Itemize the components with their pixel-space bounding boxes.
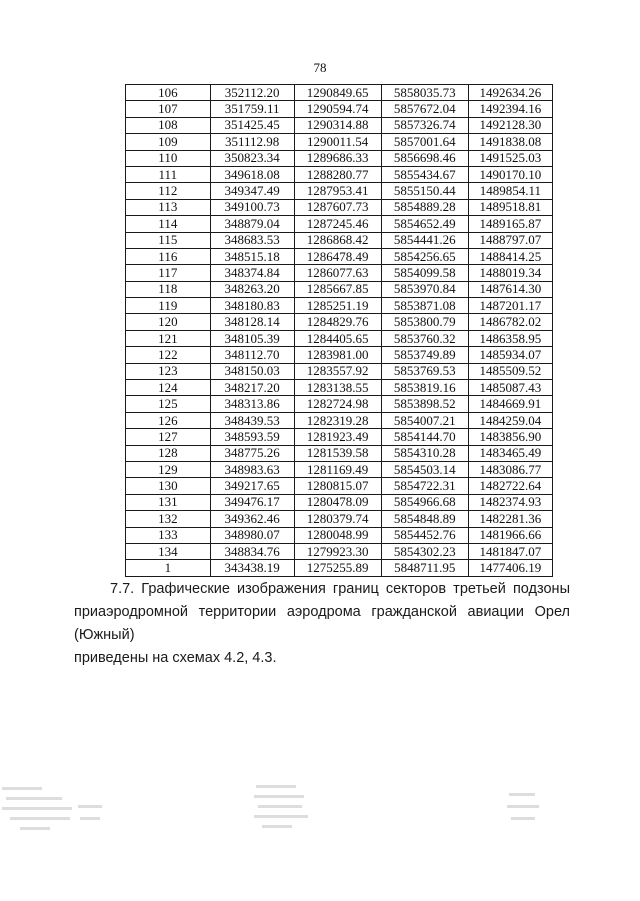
coordinate-cell: 348128.14: [210, 314, 294, 330]
coordinate-cell: 349100.73: [210, 199, 294, 215]
coordinate-cell: 348593.59: [210, 429, 294, 445]
coordinate-cell: 5854441.26: [381, 232, 468, 248]
point-number-cell: 109: [126, 134, 211, 150]
faint-stamp-middle: [252, 775, 312, 835]
coordinate-cell: 348983.63: [210, 461, 294, 477]
coordinate-cell: 1284829.76: [294, 314, 381, 330]
coordinate-cell: 351759.11: [210, 101, 294, 117]
coordinate-cell: 1281169.49: [294, 461, 381, 477]
coordinate-cell: 1487201.17: [468, 298, 552, 314]
table-row: [126, 396, 553, 412]
table-row: [126, 511, 553, 527]
coordinate-cell: 1492394.16: [468, 101, 552, 117]
coordinate-cell: 1288280.77: [294, 166, 381, 182]
point-number-cell: 126: [126, 412, 211, 428]
point-number-cell: 115: [126, 232, 211, 248]
coordinates-table: [125, 84, 553, 577]
coordinate-cell: 5853898.52: [381, 396, 468, 412]
point-number-cell: 134: [126, 543, 211, 559]
table-row: [126, 265, 553, 281]
coordinates-table-body: [126, 85, 553, 577]
coordinate-cell: 349362.46: [210, 511, 294, 527]
coordinate-cell: 350823.34: [210, 150, 294, 166]
coordinate-cell: 348374.84: [210, 265, 294, 281]
point-number-cell: 125: [126, 396, 211, 412]
coordinate-cell: 1289686.33: [294, 150, 381, 166]
coordinate-cell: 1484259.04: [468, 412, 552, 428]
point-number-cell: 106: [126, 85, 211, 101]
coordinate-cell: 1290011.54: [294, 134, 381, 150]
coordinate-cell: 1482374.93: [468, 494, 552, 510]
coordinate-cell: 1290849.65: [294, 85, 381, 101]
coordinate-cell: 5853871.08: [381, 298, 468, 314]
coordinate-cell: 5853970.84: [381, 281, 468, 297]
coordinate-cell: 348263.20: [210, 281, 294, 297]
table-row: [126, 363, 553, 379]
coordinate-cell: 1283981.00: [294, 347, 381, 363]
coordinate-cell: 348217.20: [210, 380, 294, 396]
table-row: [126, 298, 553, 314]
coordinate-cell: 1492128.30: [468, 117, 552, 133]
paragraph-line-1: 7.7. Графические изображения границ секторов третьей подзоны: [110, 581, 570, 597]
point-number-cell: 116: [126, 248, 211, 264]
point-number-cell: 120: [126, 314, 211, 330]
coordinate-cell: 351425.45: [210, 117, 294, 133]
coordinate-cell: 5854310.28: [381, 445, 468, 461]
coordinate-cell: 1487614.30: [468, 281, 552, 297]
coordinate-cell: 1290594.74: [294, 101, 381, 117]
coordinate-cell: 1491838.08: [468, 134, 552, 150]
coordinate-cell: 1482722.64: [468, 478, 552, 494]
coordinate-cell: 1482281.36: [468, 511, 552, 527]
coordinate-cell: 1488414.25: [468, 248, 552, 264]
coordinate-cell: 349217.65: [210, 478, 294, 494]
point-number-cell: 112: [126, 183, 211, 199]
point-number-cell: 114: [126, 216, 211, 232]
coordinate-cell: 348980.07: [210, 527, 294, 543]
coordinate-cell: 5854302.23: [381, 543, 468, 559]
point-number-cell: 123: [126, 363, 211, 379]
coordinate-cell: 1287245.46: [294, 216, 381, 232]
section-7-7-paragraph: [74, 578, 570, 670]
coordinate-cell: 1483086.77: [468, 461, 552, 477]
table-row: [126, 150, 553, 166]
table-row: [126, 445, 553, 461]
coordinate-cell: 1283138.55: [294, 380, 381, 396]
point-number-cell: 110: [126, 150, 211, 166]
coordinate-cell: 1280379.74: [294, 511, 381, 527]
coordinate-cell: 5853760.32: [381, 330, 468, 346]
table-row: [126, 281, 553, 297]
point-number-cell: 118: [126, 281, 211, 297]
coordinate-cell: 348683.53: [210, 232, 294, 248]
coordinate-cell: 5855150.44: [381, 183, 468, 199]
coordinate-cell: 1483465.49: [468, 445, 552, 461]
table-row: [126, 166, 553, 182]
coordinate-cell: 1483856.90: [468, 429, 552, 445]
coordinate-cell: 1491525.03: [468, 150, 552, 166]
point-number-cell: 121: [126, 330, 211, 346]
coordinate-cell: 1286077.63: [294, 265, 381, 281]
coordinate-cell: 1489854.11: [468, 183, 552, 199]
coordinate-cell: 1477406.19: [468, 560, 552, 576]
coordinate-cell: 1281923.49: [294, 429, 381, 445]
coordinate-cell: 5848711.95: [381, 560, 468, 576]
point-number-cell: 1: [126, 560, 211, 576]
coordinate-cell: 1285667.85: [294, 281, 381, 297]
coordinate-cell: 348879.04: [210, 216, 294, 232]
coordinate-cell: 1481966.66: [468, 527, 552, 543]
point-number-cell: 128: [126, 445, 211, 461]
coordinate-cell: 5854889.28: [381, 199, 468, 215]
coordinate-cell: 5853819.16: [381, 380, 468, 396]
coordinate-cell: 1485509.52: [468, 363, 552, 379]
coordinate-cell: 1275255.89: [294, 560, 381, 576]
table-row: [126, 232, 553, 248]
coordinate-cell: 1490170.10: [468, 166, 552, 182]
table-row: [126, 101, 553, 117]
coordinate-cell: 1285251.19: [294, 298, 381, 314]
table-row: [126, 134, 553, 150]
table-row: [126, 183, 553, 199]
coordinate-cell: 5858035.73: [381, 85, 468, 101]
point-number-cell: 107: [126, 101, 211, 117]
coordinate-cell: 1281539.58: [294, 445, 381, 461]
point-number-cell: 133: [126, 527, 211, 543]
coordinate-cell: 5857001.64: [381, 134, 468, 150]
paragraph-line-2: приаэродромной территории аэродрома гражданской авиации Орел (Южный): [74, 604, 570, 643]
coordinate-cell: 5854722.31: [381, 478, 468, 494]
coordinate-cell: 348112.70: [210, 347, 294, 363]
coordinate-cell: 348180.83: [210, 298, 294, 314]
coordinate-cell: 1280048.99: [294, 527, 381, 543]
table-row: [126, 248, 553, 264]
paragraph-line-3: приведены на схемах 4.2, 4.3.: [74, 650, 277, 666]
coordinate-cell: 5857326.74: [381, 117, 468, 133]
coordinate-cell: 1279923.30: [294, 543, 381, 559]
coordinate-cell: 349476.17: [210, 494, 294, 510]
coordinate-cell: 5854452.76: [381, 527, 468, 543]
coordinate-cell: 1485087.43: [468, 380, 552, 396]
point-number-cell: 132: [126, 511, 211, 527]
table-row: [126, 429, 553, 445]
table-row: [126, 461, 553, 477]
table-row: [126, 527, 553, 543]
point-number-cell: 119: [126, 298, 211, 314]
coordinate-cell: 348439.53: [210, 412, 294, 428]
coordinate-cell: 5856698.46: [381, 150, 468, 166]
coordinate-cell: 1287607.73: [294, 199, 381, 215]
point-number-cell: 111: [126, 166, 211, 182]
point-number-cell: 131: [126, 494, 211, 510]
coordinate-cell: 5854144.70: [381, 429, 468, 445]
table-row: [126, 85, 553, 101]
coordinate-cell: 1486358.95: [468, 330, 552, 346]
coordinate-cell: 1282724.98: [294, 396, 381, 412]
point-number-cell: 108: [126, 117, 211, 133]
coordinate-cell: 1486782.02: [468, 314, 552, 330]
coordinate-cell: 348834.76: [210, 543, 294, 559]
table-row: [126, 478, 553, 494]
coordinate-cell: 5855434.67: [381, 166, 468, 182]
coordinate-cell: 1489518.81: [468, 199, 552, 215]
point-number-cell: 130: [126, 478, 211, 494]
point-number-cell: 113: [126, 199, 211, 215]
coordinate-cell: 5854256.65: [381, 248, 468, 264]
table-row: [126, 330, 553, 346]
coordinate-cell: 5853749.89: [381, 347, 468, 363]
coordinate-cell: 349618.08: [210, 166, 294, 182]
coordinate-cell: 1290314.88: [294, 117, 381, 133]
coordinate-cell: 1481847.07: [468, 543, 552, 559]
coordinate-cell: 1286868.42: [294, 232, 381, 248]
table-row: [126, 494, 553, 510]
point-number-cell: 122: [126, 347, 211, 363]
coordinate-cell: 348313.86: [210, 396, 294, 412]
coordinate-cell: 5854503.14: [381, 461, 468, 477]
faint-stamp-right: [505, 775, 545, 835]
coordinate-cell: 352112.20: [210, 85, 294, 101]
coordinate-cell: 1284405.65: [294, 330, 381, 346]
coordinate-cell: 1287953.41: [294, 183, 381, 199]
coordinate-cell: 5857672.04: [381, 101, 468, 117]
coordinate-cell: 1492634.26: [468, 85, 552, 101]
coordinate-cell: 1283557.92: [294, 363, 381, 379]
coordinate-cell: 1485934.07: [468, 347, 552, 363]
table-row: [126, 347, 553, 363]
coordinate-cell: 5854966.68: [381, 494, 468, 510]
table-row: [126, 199, 553, 215]
coordinate-cell: 5854007.21: [381, 412, 468, 428]
coordinate-cell: 5854099.58: [381, 265, 468, 281]
point-number-cell: 117: [126, 265, 211, 281]
coordinate-cell: 1286478.49: [294, 248, 381, 264]
coordinate-cell: 349347.49: [210, 183, 294, 199]
page-number: 78: [313, 60, 327, 75]
point-number-cell: 129: [126, 461, 211, 477]
coordinate-cell: 348105.39: [210, 330, 294, 346]
coordinate-cell: 1484669.91: [468, 396, 552, 412]
table-row: [126, 380, 553, 396]
coordinate-cell: 1280478.09: [294, 494, 381, 510]
coordinate-cell: 343438.19: [210, 560, 294, 576]
coordinate-cell: 1488797.07: [468, 232, 552, 248]
coordinate-cell: 348150.03: [210, 363, 294, 379]
table-row: [126, 314, 553, 330]
coordinate-cell: 1489165.87: [468, 216, 552, 232]
coordinate-cell: 5853800.79: [381, 314, 468, 330]
coordinate-cell: 1488019.34: [468, 265, 552, 281]
table-row: [126, 412, 553, 428]
table-row: [126, 560, 553, 576]
coordinate-cell: 348515.18: [210, 248, 294, 264]
coordinate-cell: 1282319.28: [294, 412, 381, 428]
table-row: [126, 216, 553, 232]
point-number-cell: 127: [126, 429, 211, 445]
coordinate-cell: 5853769.53: [381, 363, 468, 379]
coordinate-cell: 1280815.07: [294, 478, 381, 494]
coordinate-cell: 348775.26: [210, 445, 294, 461]
table-row: [126, 117, 553, 133]
coordinate-cell: 351112.98: [210, 134, 294, 150]
point-number-cell: 124: [126, 380, 211, 396]
coordinate-cell: 5854652.49: [381, 216, 468, 232]
coordinate-cell: 5854848.89: [381, 511, 468, 527]
table-row: [126, 543, 553, 559]
faint-stamp-left: [0, 775, 110, 835]
